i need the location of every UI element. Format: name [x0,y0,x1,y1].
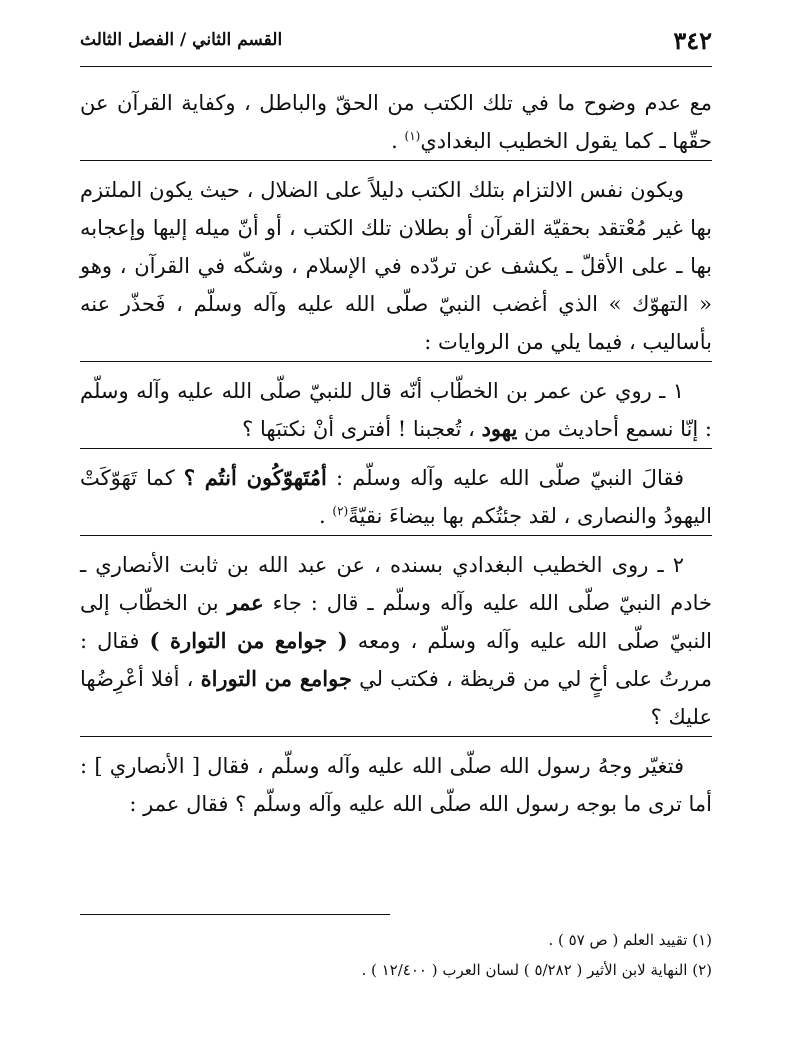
page-number: ٣٤٢ [673,26,712,55]
section-6 [80,737,712,823]
paragraph-1: مع عدم وضوح ما في تلك الكتب من الحقّ والباطل ، وكفاية القرآن عن حقّها ـ كما يقول الخطيب البغدادي$^{(١)}$ . [80,91,712,153]
footnote-ref-1[interactable]: (١) [404,129,421,143]
page-header [80,18,712,68]
footnote-ref-2[interactable]: (٢) [332,504,349,518]
section-3 [80,362,712,448]
running-head: القسم الثاني / الفصل الثالث [80,30,283,50]
section-4 [80,449,712,535]
footnote-1: (١) تقييد العلم ( ص ٥٧ ) . [548,931,712,949]
paragraph-6: فتغيّر وجهُ رسول الله صلّى الله عليه وآله وسلّم ، فقال [ الأنصاري ] : أما ترى ما بوجه رسول الله صلّى الله عليه وآله وسلّم ؟ فقال عمر : [80,754,712,816]
section-2 [80,161,712,361]
footnote-rule [80,914,390,915]
paragraph-4: فقالَ النبيّ صلّى الله عليه وآله وسلّم : أمُتَهوّكُون أنتُم ؟ كما تَهَوّكَتْ اليهودُ والنصارى ، لقد جئتُكم بها بيضاءَ نقيّةً$^{(٢)}$ . [80,465,712,528]
section-1 [80,84,712,160]
header-rule [80,66,712,67]
footnotes [80,914,712,985]
book-page [80,18,712,823]
paragraph-2: ويكون نفس الالتزام بتلك الكتب دليلاً على الضلال ، حيث يكون الملتزم بها غير مُعْتقد بحقيّة القرآن أو بطلان تلك الكتب ، أو أنّ ميله إليها وإعجابه بها ـ على الأقلّ ـ يكشف عن تردّده في الإسلام ، وشكّه في القرآن ، وهو « التهوّك » الذي أغضب النبيّ صلّى الله عليه وآله وسلّم ، فَحذّر عنه بأساليب ، فيما يلي من الروايات : [80,178,712,354]
footnote-list [80,925,712,985]
paragraph-3: ١ ـ روي عن عمر بن الخطّاب أنّه قال للنبيّ صلّى الله عليه وآله وسلّم : إنّا نسمع أحاديث من يهود ، تُعجبنا ! أفترى أنْ نكتبَها ؟ [80,379,712,441]
section-5 [80,536,712,736]
paragraph-5: ٢ ـ روى الخطيب البغدادي بسنده ، عن عبد الله بن ثابت الأنصاري ـ خادم النبيّ صلّى الله عليه وآله وسلّم ـ قال : جاء عمر بن الخطّاب إلى النبيّ صلّى الله عليه وآله وسلّم ، ومعه ( جوامع من التوارة ) فقال : مررتُ على أخٍ لي من قريظة ، فكتب لي جوامع من التوراة ، أفلا أعْرِضُها عليك ؟ [80,553,713,729]
footnote-2: (٢) النهاية لابن الأثير ( ٥/٢٨٢ ) لسان العرب ( ١٢/٤٠٠ ) . [361,961,712,979]
